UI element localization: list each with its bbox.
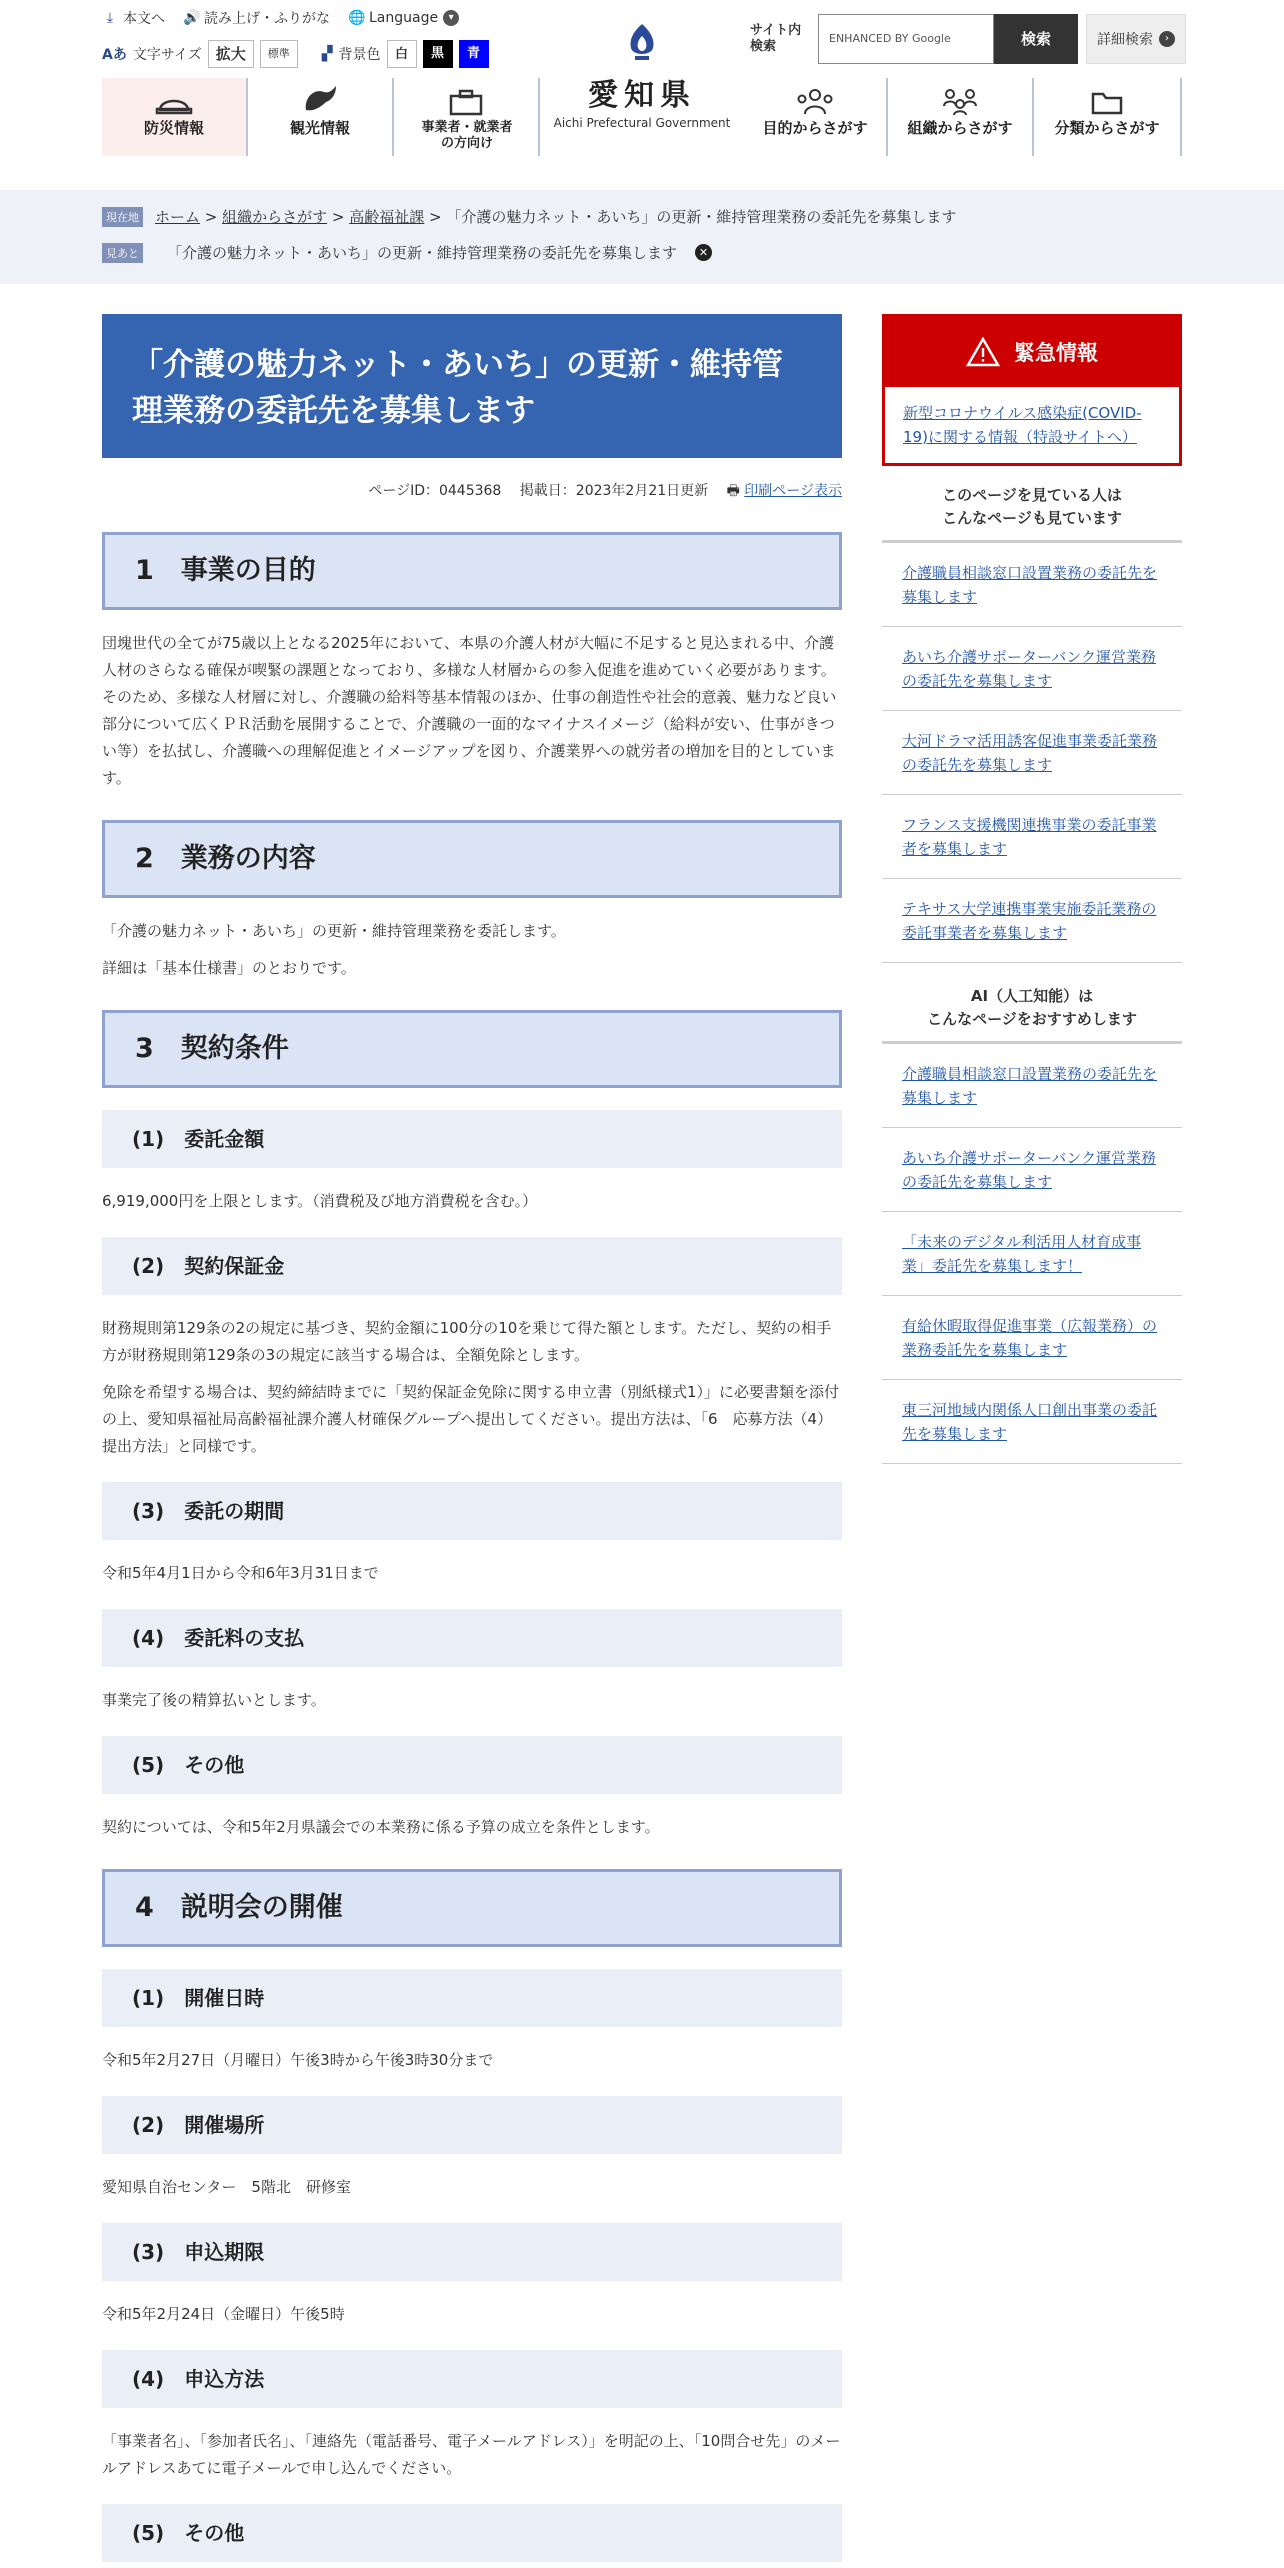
breadcrumb-dept[interactable]: 高齢福祉課 bbox=[349, 208, 425, 226]
ai-link-item bbox=[882, 1128, 1182, 1212]
breadcrumb-area bbox=[0, 190, 1284, 284]
people-icon bbox=[795, 88, 835, 116]
global-nav bbox=[102, 78, 1182, 156]
bg-color-label: 背景色 bbox=[338, 47, 381, 63]
paragraph: 令和5年2月24日（金曜日）午後5時 bbox=[102, 2305, 345, 2323]
history-item[interactable]: 「介護の魅力ネット・あいち」の更新・維持管理業務の委託先を募集します bbox=[167, 244, 678, 262]
paragraph: 契約については、令和5年2月県議会での本業務に係る予算の成立を条件とします。 bbox=[102, 1818, 660, 1836]
folder-icon bbox=[1090, 88, 1124, 116]
font-size-label: 文字サイズ bbox=[132, 47, 202, 63]
ai-link-item bbox=[882, 1380, 1182, 1464]
download-arrow-icon: ⤓ bbox=[106, 10, 114, 26]
paragraph: 事業完了後の精算払いとします。 bbox=[102, 1691, 326, 1709]
sidebar bbox=[882, 314, 1182, 1464]
print-link[interactable]: 印刷ページ表示 bbox=[744, 483, 842, 499]
page-title: 「介護の魅力ネット・あいち」の更新・維持管理業務の委託先を募集します bbox=[102, 314, 842, 458]
language-selector[interactable]: 🌐 Language ▾ bbox=[348, 10, 459, 26]
subsection-heading: (3) 申込期限 bbox=[102, 2223, 842, 2281]
emergency-header: 緊急情報 bbox=[885, 317, 1179, 387]
helmet-icon bbox=[154, 88, 194, 116]
subsection-heading: (1) 委託金額 bbox=[102, 1110, 842, 1168]
main-content bbox=[102, 314, 842, 2562]
warning-icon bbox=[966, 337, 1000, 367]
subsection-heading: (1) 開催日時 bbox=[102, 1969, 842, 2027]
paragraph: 「介護の魅力ネット・あいち」の更新・維持管理業務を委託します。 bbox=[102, 922, 566, 940]
paragraph: 詳細は「基本仕様書」のとおりです。 bbox=[102, 959, 356, 977]
breadcrumb-org[interactable]: 組織からさがす bbox=[222, 208, 328, 226]
emergency-link[interactable]: 新型コロナウイルス感染症(COVID-19)に関する情報（特設サイトへ） bbox=[903, 404, 1142, 446]
chevron-right-icon: › bbox=[1159, 31, 1175, 47]
palette-icon: ▞ bbox=[321, 46, 333, 62]
font-enlarge-button[interactable]: 拡大 bbox=[208, 40, 254, 68]
utility-links bbox=[102, 8, 459, 28]
font-normal-button[interactable]: 標準 bbox=[260, 40, 298, 68]
subsection-heading: (2) 契約保証金 bbox=[102, 1237, 842, 1295]
paragraph: 6,919,000円を上限とします。（消費税及び地方消費税を含む。） bbox=[102, 1192, 538, 1210]
subsection-heading: (5) その他 bbox=[102, 2504, 842, 2562]
related-link[interactable]: 大河ドラマ活用誘客促進事業委託業務の委託先を募集します bbox=[902, 732, 1158, 774]
search-input[interactable]: ENHANCED BY Google bbox=[818, 14, 994, 64]
nav-purpose[interactable]: 目的からさがす bbox=[744, 78, 888, 156]
subsection-heading: (4) 申込方法 bbox=[102, 2350, 842, 2408]
bg-blue-button[interactable]: 青 bbox=[459, 40, 489, 68]
paragraph: 令和5年4月1日から令和6年3月31日まで bbox=[102, 1564, 379, 1582]
chevron-down-icon: ▾ bbox=[443, 10, 459, 26]
subsection-heading: (5) その他 bbox=[102, 1736, 842, 1794]
skip-to-content-link[interactable]: ⤓ 本文へ bbox=[102, 8, 165, 28]
breadcrumb: 現在地 ホーム > 組織からさがす > 高齢福祉課 > 「介護の魅力ネット・あいち」の更新・維持管理業務の委託先を募集します bbox=[102, 206, 956, 227]
subsection-heading: (4) 委託料の支払 bbox=[102, 1609, 842, 1667]
section-heading: 4 説明会の開催 bbox=[102, 1869, 842, 1947]
organization-icon bbox=[940, 86, 980, 116]
section-heading: 1 事業の目的 bbox=[102, 532, 842, 610]
site-search bbox=[750, 14, 1186, 64]
paragraph: 財務規則第129条の2の規定に基づき、契約金額に100分の10を乗じて得た額とします。ただし、契約の相手方が財務規則第129条の3の規定に該当する場合は、全額免除とします。 bbox=[102, 1319, 832, 1364]
nav-category[interactable]: 分類からさがす bbox=[1034, 78, 1182, 156]
related-link-item bbox=[882, 795, 1182, 879]
breadcrumb-home[interactable]: ホーム bbox=[155, 208, 201, 226]
printer-icon: 🖶 bbox=[726, 483, 740, 499]
related-link-item bbox=[882, 543, 1182, 627]
display-settings bbox=[102, 40, 489, 68]
search-button[interactable]: 検索 bbox=[994, 14, 1078, 64]
paragraph: 「事業者名」、「参加者氏名」、「連絡先（電話番号、電子メールアドレス）」を明記の上、「10問合せ先」のメールアドレスあてに電子メールで申し込んでください。 bbox=[102, 2432, 841, 2477]
ai-link[interactable]: 「未来のデジタル利活用人材育成事業」委託先を募集します！ bbox=[902, 1233, 1142, 1275]
shachihoko-icon bbox=[300, 84, 340, 116]
briefcase-icon bbox=[448, 88, 484, 116]
globe-icon: 🌐 bbox=[348, 10, 366, 26]
ai-link[interactable]: 東三河地域内関係人口創出事業の委託先を募集します bbox=[902, 1401, 1158, 1443]
related-link-item bbox=[882, 711, 1182, 795]
nav-organization[interactable]: 組織からさがす bbox=[888, 78, 1034, 156]
related-link[interactable]: フランス支援機関連携事業の委託事業者を募集します bbox=[902, 816, 1157, 858]
related-link[interactable]: 介護職員相談窓口設置業務の委託先を募集します bbox=[902, 564, 1158, 606]
read-aloud-link[interactable]: 🔊 読み上げ・ふりがな bbox=[183, 10, 330, 27]
logo-subtitle: Aichi Prefectural Government bbox=[553, 116, 731, 130]
speaker-icon: 🔊 bbox=[183, 10, 201, 26]
ai-link[interactable]: 有給休暇取得促進事業（広報業務）の業務委託先を募集します bbox=[902, 1317, 1158, 1359]
ai-heading: AI（人工知能）は こんなページをおすすめします bbox=[882, 963, 1182, 1044]
ai-link[interactable]: あいち介護サポーターバンク運営業務の委託先を募集します bbox=[902, 1149, 1156, 1191]
section-heading: 3 契約条件 bbox=[102, 1010, 842, 1088]
bg-white-button[interactable]: 白 bbox=[387, 40, 417, 68]
close-icon[interactable]: ✕ bbox=[695, 244, 712, 261]
site-header bbox=[0, 0, 1284, 190]
paragraph: 愛知県自治センター 5階北 研修室 bbox=[102, 2178, 351, 2196]
related-link-item bbox=[882, 627, 1182, 711]
emergency-box bbox=[882, 314, 1182, 466]
logo-title: 愛知県 bbox=[588, 78, 696, 113]
page-meta: ページID：0445368 掲載日：2023年2月21日更新 🖶 印刷ページ表示 bbox=[368, 483, 842, 499]
related-link-item bbox=[882, 879, 1182, 963]
ai-link[interactable]: 介護職員相談窓口設置業務の委託先を募集します bbox=[902, 1065, 1158, 1107]
paragraph: 免除を希望する場合は、契約締結時までに「契約保証金免除に関する申立書（別紙様式1）」に必要書類を添付の上、愛知県福祉局高齢福祉課介護人材確保グループへ提出してください。提出方法は、「6 応募方法（4）提出方法」と同様です。 bbox=[102, 1383, 840, 1455]
viewed-heading: このページを見ている人は こんなページも見ています bbox=[882, 466, 1182, 543]
nav-tourism[interactable]: 観光情報 bbox=[248, 78, 394, 156]
font-size-icon: Aあ bbox=[102, 47, 127, 63]
related-link[interactable]: あいち介護サポーターバンク運営業務の委託先を募集します bbox=[902, 648, 1156, 690]
nav-disaster[interactable]: 防災情報 bbox=[102, 78, 248, 156]
bg-black-button[interactable]: 黒 bbox=[423, 40, 453, 68]
related-link[interactable]: テキサス大学連携事業実施委託業務の委託事業者を募集します bbox=[902, 900, 1157, 942]
breadcrumb-current: 「介護の魅力ネット・あいち」の更新・維持管理業務の委託先を募集します bbox=[446, 208, 957, 226]
ai-link-item bbox=[882, 1296, 1182, 1380]
ai-link-item bbox=[882, 1212, 1182, 1296]
subsection-heading: (3) 委託の期間 bbox=[102, 1482, 842, 1540]
history-trail: 見あと 「介護の魅力ネット・あいち」の更新・維持管理業務の委託先を募集します ✕ bbox=[102, 242, 712, 263]
advanced-search-button[interactable]: 詳細検索 › bbox=[1086, 14, 1186, 64]
subsection-heading: (2) 開催場所 bbox=[102, 2096, 842, 2154]
nav-business[interactable]: 事業者・就業者の方向け bbox=[394, 78, 540, 156]
paragraph: 令和5年2月27日（月曜日）午後3時から午後3時30分まで bbox=[102, 2051, 494, 2069]
section-heading: 2 業務の内容 bbox=[102, 820, 842, 898]
search-label: サイト内検索 bbox=[750, 23, 802, 54]
ai-link-item bbox=[882, 1044, 1182, 1128]
paragraph: 団塊世代の全てが75歳以上となる2025年において、本県の介護人材が大幅に不足すると見込まれる中、介護人材のさらなる確保が喫緊の課題となっており、多様な人材層からの参入促進を進めていく必要があります。そのため、多様な人材層に対し、介護職の給料等基本情報のほか、仕事の創造性や社会的意義、魅力など良い部分について広くＰＲ活動を展開することで、介護職の一面的なマイナスイメージ（給料が安い、仕事がきつい等）を払拭し、介護職への理解促進とイメージアップを図り、介護業界への就労者の増加を目的としています。 bbox=[102, 634, 837, 787]
aichi-emblem-icon bbox=[625, 22, 659, 62]
